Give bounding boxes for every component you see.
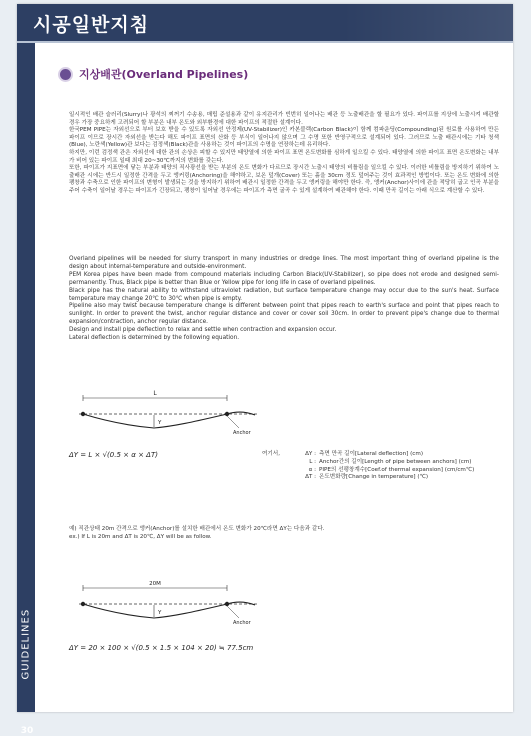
legend-row <box>262 474 474 482</box>
pipe-curve <box>83 412 255 428</box>
legend-text: Anchor간의 길이[Length of pipe between anchors] (cm) <box>319 458 472 465</box>
paragraph: Design and install pipe deflection to relax and settle when contraction and expansion occur. <box>69 327 337 334</box>
anchor-leader <box>227 606 239 618</box>
paragraph: 한국PEM PIPE는 자외선으로 부터 보호 받을 수 있도록 자외선 안정제(UV-Stabilizer)인 카본블랙(Carbon Black)이 함께 컴파운딩(Compounding)된 원료를 사용하여 만든 파이프 이므로 장시간 자외선을 받는다 해도 파이프 표면의 산화 등 부식이 일어나지 않으며 그 수명 또한 반영구적으로 설계되어 있다. 그러므로 노출 배관시에는 기타 청색(Blue), 노란색(Yellow)관 보다는 검정색(Black)관을 사용하는 것이 파이프의 수명을 연장하는데 유리하다. <box>69 127 499 149</box>
paragraph: Black pipe has the natural ability to withstand ultraviolet radiation, but surface temperature change may occur due to the sun's heat. Surface temperature may change 20℃ to 30℃ when pipe is empty. <box>69 287 499 302</box>
legend-text: PIPE의 선팽창계수[Coef.of thermal expansion] (cm/cm℃) <box>319 466 475 473</box>
legend-lead: 여기서, <box>262 451 280 457</box>
legend-symbol: α : <box>308 466 316 473</box>
example-english: ex.) If L is 20m and ΔT is 20℃, ΔY will be as follow. <box>69 533 212 540</box>
example-formula: ΔY = 20 × 100 × √(0.5 × 1.5 × 104 × 20) ≒ 77.5cm <box>69 644 254 652</box>
paragraph: Lateral deflection is determined by the following equation. <box>69 335 240 342</box>
anchor-point <box>225 412 229 416</box>
sidebar-label: GUIDELINES <box>20 608 32 680</box>
length-label: L <box>153 390 157 397</box>
document-page <box>17 4 513 736</box>
legend-symbol: L : <box>309 458 316 465</box>
anchor-point <box>81 602 85 606</box>
anchor-label: Anchor <box>233 430 251 436</box>
legend-text: 측면 만곡 길이[Lateral deflection] (cm) <box>319 451 423 457</box>
deflection-label: Y <box>158 420 162 426</box>
example-deflection-diagram <box>69 576 269 628</box>
example-block <box>69 526 499 542</box>
deflection-formula: ΔY = L × √(0.5 × α × ΔT) <box>69 451 158 459</box>
formula-legend <box>262 451 474 482</box>
section-bullet-icon <box>60 69 71 80</box>
header-divider <box>17 41 513 43</box>
legend-text: 온도변화량[Change in temperature] (℃) <box>319 474 429 481</box>
paragraph: 일시적인 배관 슬러리(Slurry)나 광석의 찌꺼기 수송용, 매립 준설용과 같이 유지관리가 빈번히 일어나는 배관 등 노출배관을 할 필요가 있다. 파이프를 지상에 노출시켜 배관할 경우 가장 중요하게 고려되어 할 부분은 내부 온도와 외부환경에 대한 파이프의 적절한 설계이다. <box>69 112 499 126</box>
paragraph: 또한, 파이프가 지표면에 닿는 부분과 태양의 직사광선을 받는 부분의 온도 변화가 다르므로 장시간 노출시 태양의 비틀림을 일으킬 수 있다. 이러한 비틀림을 방지하기 위하여 노출배관 시에는 반드시 일정한 간격을 두고 앵커링(Anchoring)을 해야하고, 보온 덮개(Cover) 또는 흙을 30cm 정도 덮어주는 것이 효과적인 방법이다. 또는 온도 변화에 의한 팽창과 수축으로 인한 파이프의 변형이 발생되는 것을 방지하기 위하여 배관시 일정한 간격을 두고 앵커링을 해야만 한다. 즉, 앵커(Anchor)사이에 관을 적당히 굽고 인곡 부분을 주어 수축이 일어날 경우는 파이프가 긴장되고, 팽창이 일어날 경우에는 파이프가 측면 굴곡 수 있게 설계하여 배관해야 한다. 이때 만곡 길이는 아래 식으로 계산할 수 있다. <box>69 165 499 194</box>
page-title: 시공일반지침 <box>33 14 150 36</box>
anchor-point <box>225 602 229 606</box>
sidebar <box>17 43 35 736</box>
paragraph: 하지만, 이런 검정색 관은 자외선에 대한 관의 손상은 피할 수 있지만 태양열에 의한 파이프 표면 온도변화를 심하게 일으킬 수 있다. 태양열에 의한 파이프 표면 온도변화는 내부가 비어 있는 파이프 일때 최대 20~30℃까지의 변화를 갖는다. <box>69 149 499 164</box>
korean-body <box>69 112 499 196</box>
legend-symbol: ΔT : <box>305 474 316 481</box>
length-label: 20M <box>149 581 161 587</box>
page-header <box>17 4 513 41</box>
paragraph: Overland pipelines will be needed for slurry transport in many industries or dredge lines. The most important thing of overland pipeline is the design about internal-temperature and outside-environment. <box>69 256 499 270</box>
deflection-label: Y <box>158 610 162 616</box>
legend-row <box>262 451 474 459</box>
example-korean: 예) 직관상태 20m 간격으로 앵커(Anchor)를 설치한 배관에서 온도 변화가 20℃라면 ΔY는 다음과 같다. <box>69 526 325 532</box>
paragraph: PEM Korea pipes have been made from compound materials including Carbon Black(UV-Stabilizer), so pipe does not erode and designed semi-permanently. Thus, Black pipe is better than Blue or Yellow pipe for long life in case of overland pipelines. <box>69 271 499 286</box>
section-title: 지상배관(Overland Pipelines) <box>79 68 249 81</box>
page-number: 30 <box>20 726 34 736</box>
anchor-leader <box>227 416 239 428</box>
paragraph: Pipeline also may twist because temperature change is different between point that pipes reach to earth's surface and point that pipes reach to sunlight. In order to prevent the twist, anchor regular distance and cover or cover soil 30cm. In order to prevent pipe's change due to thermal expansion/contraction, anchor regular distance. <box>69 303 499 326</box>
legend-symbol: ΔY : <box>305 451 316 457</box>
header-accent <box>343 4 513 41</box>
legend-row <box>262 459 474 467</box>
anchor-point <box>81 412 85 416</box>
anchor-label: Anchor <box>233 620 251 626</box>
pipe-curve <box>83 602 255 618</box>
english-body <box>69 256 499 343</box>
deflection-diagram <box>69 386 269 438</box>
